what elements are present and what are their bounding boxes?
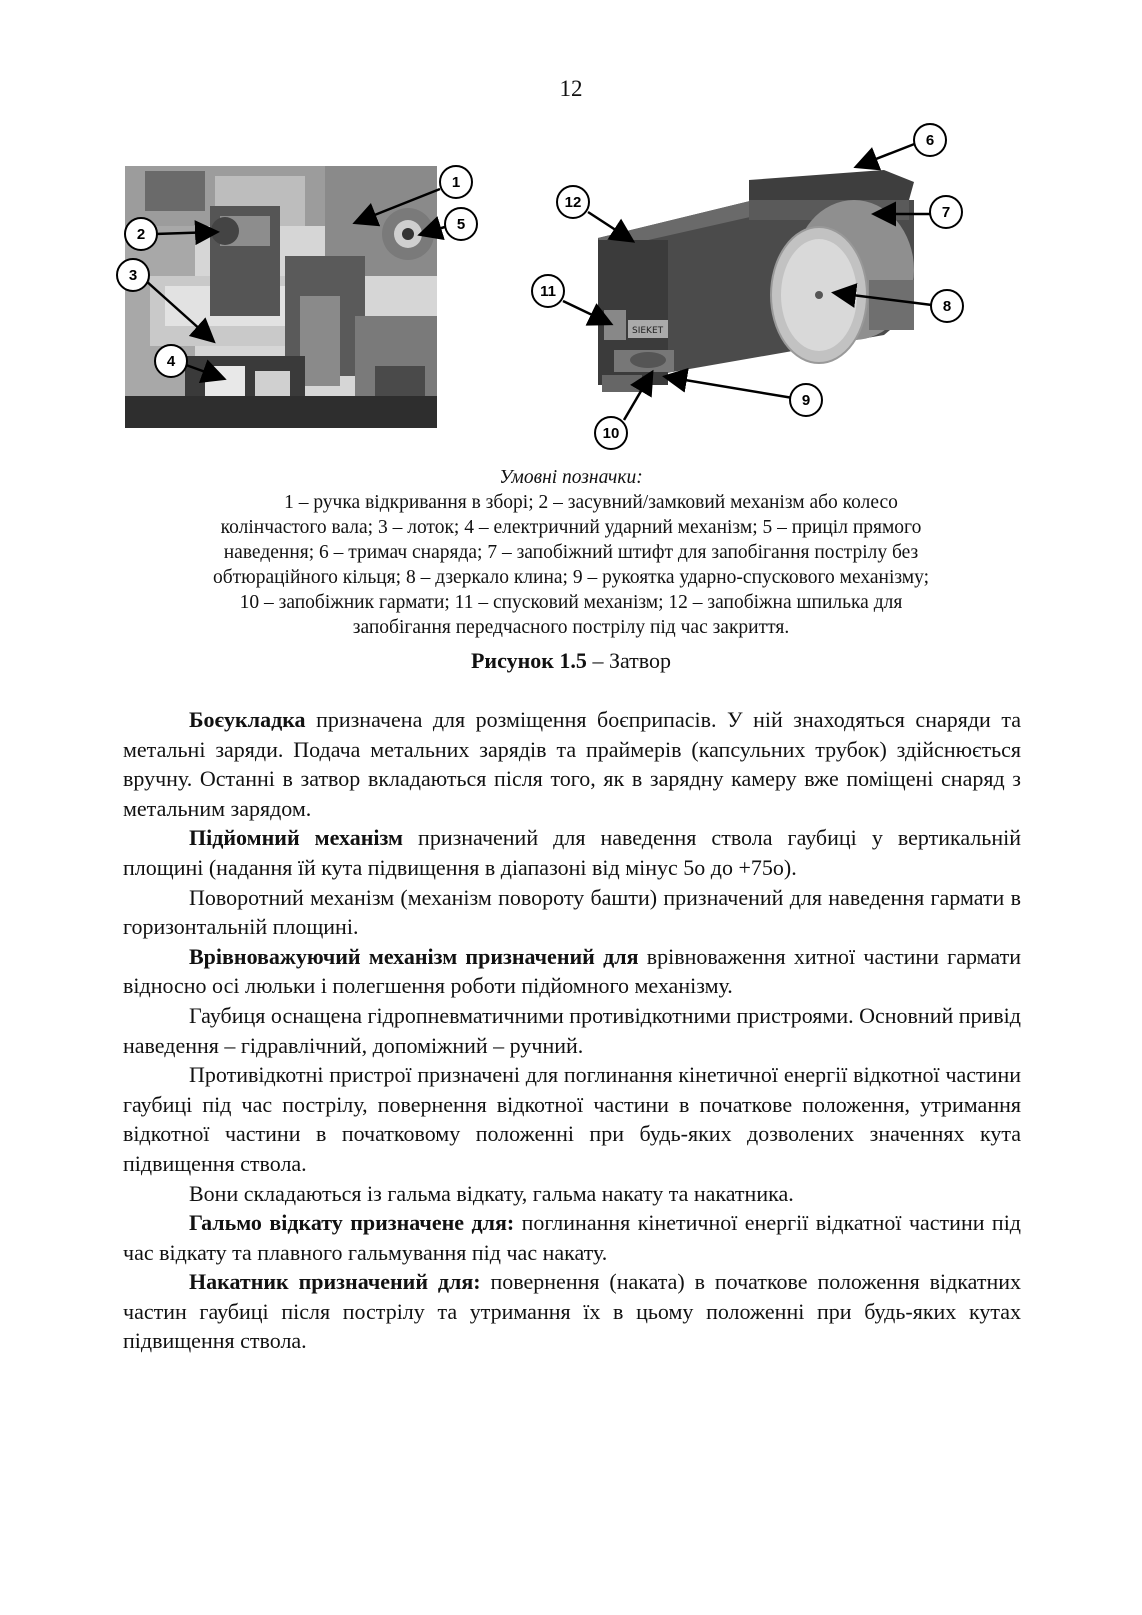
paragraph-term: Боєукладка xyxy=(189,707,306,732)
callout-1: 1 xyxy=(451,174,461,191)
paragraph xyxy=(123,823,1021,882)
photo-label-text: SIEKET xyxy=(632,326,664,336)
legend-line: обтюраційного кільця; 8 – дзеркало клина; 9 – рукоятка ударно-спускового механізму; xyxy=(212,567,930,588)
paragraph-text: призначена для розміщення боєприпасів. У ній знаходяться снаряди та метальні заряди. Подача метальних зарядів та праймерів (капсульних трубок) здійснюється вручну. Останні в затвор вкладаються після того, як в зарядну камеру вже поміщені снаряд з метальним зарядом. xyxy=(123,707,1021,821)
legend-line: наведення; 6 – тримач снаряда; 7 – запобіжний штифт для запобігання пострілу без xyxy=(223,542,919,563)
paragraph xyxy=(123,1179,1021,1209)
callout-9: 9 xyxy=(801,392,811,409)
paragraph-term: Підйомний механізм xyxy=(189,825,403,851)
legend-title: Умовні позначки: xyxy=(499,467,643,488)
callout-6: 6 xyxy=(925,132,935,149)
legend-line: 10 – запобіжник гармати; 11 – спусковий механізм; 12 – запобіжна шпилька для xyxy=(239,592,903,613)
callout-7: 7 xyxy=(941,204,951,221)
paragraph-text: поглинання кінетичної енергії відкатної частини під час відкату та плавного гальмування під час накату. xyxy=(123,1210,1021,1265)
page-number: 12 xyxy=(559,76,583,101)
paragraph-term: Врівноважуючий механізм призначений для xyxy=(189,943,639,969)
callout-2: 2 xyxy=(136,226,146,243)
paragraph-text: Противідкотні пристрої призначені для поглинання кінетичної енергії відкотної частини гаубиці під час пострілу, повернення відкотної частини в початкове положення, утримання відкотної частини в початковому положенні при будь-яких дозволених значеннях кута підвищення ствола. xyxy=(123,1062,1021,1176)
body-text xyxy=(123,705,1021,1356)
figure-legend xyxy=(150,465,992,640)
paragraph xyxy=(123,1060,1021,1178)
paragraph xyxy=(123,1208,1021,1267)
figure-title-text: – Затвор xyxy=(586,648,672,673)
paragraph-text: Поворотний механізм (механізм повороту башти) призначений для наведення гармати в горизонтальній площині. xyxy=(123,884,1021,940)
paragraph-text: повернення (наката) в початкове положення відкатних частин гаубиці після пострілу та утримання їх в цьому положенні при будь-яких кутах підвищення ствола. xyxy=(123,1269,1021,1354)
callout-10: 10 xyxy=(602,425,620,442)
paragraph xyxy=(123,1267,1021,1356)
figure-title-number: Рисунок 1.5 xyxy=(470,648,587,673)
legend-line: колінчастого вала; 3 – лоток; 4 – електричний ударний механізм; 5 – приціл прямого xyxy=(220,517,922,538)
callout-11: 11 xyxy=(540,283,556,300)
paragraph xyxy=(123,705,1021,823)
callout-4: 4 xyxy=(166,353,176,370)
callout-3: 3 xyxy=(128,267,138,284)
callout-5: 5 xyxy=(456,216,466,233)
callout-8: 8 xyxy=(942,298,952,315)
paragraph-text: врівноваження хитної частини гармати відносно осі люльки і полегшення роботи підйомного механізму. xyxy=(123,943,1021,999)
paragraph xyxy=(123,1001,1021,1060)
figure-title xyxy=(0,648,1142,674)
paragraph-term: Гальмо відкату призначене для: xyxy=(189,1210,515,1236)
paragraph xyxy=(123,942,1021,1001)
paragraph-term: Накатник призначений для: xyxy=(189,1269,481,1295)
paragraph-text: Вони складаються із гальма відкату, гальма накату та накатника. xyxy=(189,1180,794,1206)
legend-line: 1 – ручка відкривання в зборі; 2 – засувний/замковий механізм або колесо xyxy=(284,492,898,513)
callout-12: 12 xyxy=(564,194,582,211)
paragraph xyxy=(123,883,1021,942)
paragraph-text: Гаубиця оснащена гідропневматичними противідкотними пристроями. Основний привід наведення – гідравлічний, допоміжний – ручний. xyxy=(123,1002,1021,1058)
paragraph-text: призначений для наведення ствола гаубиці у вертикальній площині (надання їй кута підвищення в діапазоні від мінус 5о до +75о). xyxy=(123,825,1021,880)
legend-line: запобігання передчасного пострілу під час закриття. xyxy=(352,617,790,638)
